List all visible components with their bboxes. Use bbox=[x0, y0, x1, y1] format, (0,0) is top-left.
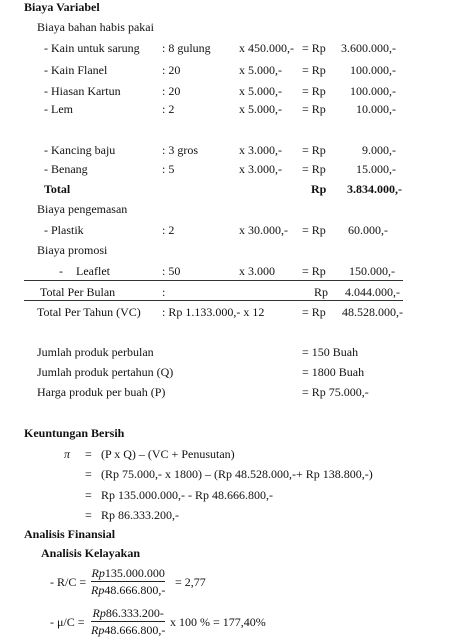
item-total: 150.000,- bbox=[349, 264, 395, 278]
item-name: - Benang bbox=[44, 162, 88, 176]
item-price: x 5.000,- bbox=[239, 84, 282, 98]
item-total: 60.000,- bbox=[348, 223, 388, 237]
produk-label: Jumlah produk pertahun (Q) bbox=[37, 365, 174, 379]
item-qty: : 20 bbox=[162, 84, 181, 98]
total-value: 3.834.000,- bbox=[347, 182, 402, 196]
item-total: 100.000,- bbox=[350, 63, 396, 77]
mu-denominator bbox=[91, 623, 165, 637]
item-price: x 3.000,- bbox=[239, 143, 282, 157]
item-price: x 3.000,- bbox=[239, 162, 282, 176]
item-name: Leaflet bbox=[76, 264, 110, 278]
item-eq: = Rp bbox=[302, 264, 326, 278]
separator-line bbox=[24, 300, 403, 301]
item-dash: - bbox=[59, 264, 63, 278]
mu-num-value: 86.333.200- bbox=[105, 606, 164, 620]
produk-label: Jumlah produk perbulan bbox=[37, 345, 154, 359]
item-eq: = Rp bbox=[302, 63, 326, 77]
section-title-biaya-variabel: Biaya Variabel bbox=[24, 0, 100, 14]
subsection-bahan-habis-pakai: Biaya bahan habis pakai bbox=[37, 20, 154, 34]
subsection-analisis-kelayakan: Analisis Kelayakan bbox=[41, 546, 141, 560]
item-name: - Kain Flanel bbox=[44, 63, 108, 77]
separator-line bbox=[24, 280, 403, 281]
produk-label: Harga produk per buah (P) bbox=[37, 385, 166, 399]
subsection-pengemasan: Biaya pengemasan bbox=[37, 202, 128, 216]
produk-value: = Rp 75.000,- bbox=[302, 385, 369, 399]
mu-num-rp: Rp bbox=[92, 606, 106, 620]
equals-sign: = bbox=[85, 467, 92, 481]
mu-result: x 100 % = 177,40% bbox=[170, 615, 266, 629]
item-name: - Hiasan Kartun bbox=[44, 84, 121, 98]
total-per-bulan-colon: : bbox=[162, 285, 166, 299]
total-per-bulan-label: Total Per Bulan bbox=[40, 285, 116, 299]
total-rp: Rp bbox=[311, 182, 327, 196]
equals-sign: = bbox=[85, 508, 92, 522]
formula-text: (Rp 75.000,- x 1800) – (Rp 48.528.000,-+ Rp 138.800,-) bbox=[101, 467, 373, 481]
mu-den-rp: Rp bbox=[91, 623, 105, 637]
total-per-tahun-eq: = Rp bbox=[302, 305, 326, 319]
item-price: x 5.000,- bbox=[239, 63, 282, 77]
item-total: 100.000,- bbox=[350, 84, 396, 98]
formula-text: Rp 135.000.000,- - Rp 48.666.800,- bbox=[101, 488, 273, 502]
total-per-tahun-label: Total Per Tahun (VC) bbox=[37, 305, 141, 319]
item-eq: = Rp bbox=[302, 223, 326, 237]
rc-label: - R/C = bbox=[50, 575, 87, 589]
item-total: 3.600.000,- bbox=[341, 41, 396, 55]
total-per-tahun-value: 48.528.000,- bbox=[342, 305, 403, 319]
item-total: 15.000,- bbox=[356, 162, 396, 176]
item-qty: : 8 gulung bbox=[162, 41, 211, 55]
formula-text: Rp 86.333.200,- bbox=[101, 508, 179, 522]
item-name: - Kancing baju bbox=[44, 143, 116, 157]
section-title-analisis-finansial: Analisis Finansial bbox=[24, 527, 116, 541]
subsection-promosi: Biaya promosi bbox=[37, 243, 108, 257]
formula-text: (P x Q) – (VC + Penusutan) bbox=[101, 447, 235, 461]
total-label: Total bbox=[44, 182, 71, 196]
rc-num-rp: Rp bbox=[91, 566, 105, 580]
produk-value: = 150 Buah bbox=[302, 345, 359, 359]
rc-numerator bbox=[91, 566, 165, 580]
item-qty: : 2 bbox=[162, 102, 175, 116]
pi-symbol: π bbox=[64, 447, 71, 461]
rc-fraction bbox=[91, 566, 165, 597]
item-price: x 30.000,- bbox=[239, 223, 288, 237]
item-price: x 450.000,- bbox=[239, 41, 294, 55]
mu-numerator bbox=[91, 606, 165, 620]
fraction-bar bbox=[91, 621, 165, 622]
item-name: - Plastik bbox=[44, 223, 84, 237]
item-eq: = Rp bbox=[302, 162, 326, 176]
mu-den-value: 48.666.800,- bbox=[104, 623, 166, 637]
rc-result: = 2,77 bbox=[175, 575, 206, 589]
item-qty: : 50 bbox=[162, 264, 181, 278]
item-qty: : 5 bbox=[162, 162, 175, 176]
item-name: - Lem bbox=[44, 102, 73, 116]
rc-num-value: 135.000.000 bbox=[104, 566, 165, 580]
item-qty: : 3 gros bbox=[162, 143, 198, 157]
item-eq: = Rp bbox=[302, 143, 326, 157]
total-per-bulan-rp: Rp bbox=[314, 285, 329, 299]
item-qty: : 2 bbox=[162, 223, 175, 237]
item-total: 10.000,- bbox=[356, 102, 396, 116]
rc-den-rp: Rp bbox=[91, 583, 105, 597]
fraction-bar bbox=[91, 581, 165, 582]
item-name: - Kain untuk sarung bbox=[44, 41, 140, 55]
item-price: x 3.000 bbox=[239, 264, 275, 278]
item-eq: = Rp bbox=[302, 102, 326, 116]
total-per-bulan-value: 4.044.000,- bbox=[345, 285, 400, 299]
item-total: 9.000,- bbox=[362, 143, 396, 157]
rc-denominator bbox=[91, 583, 165, 597]
section-title-keuntungan: Keuntungan Bersih bbox=[24, 426, 125, 440]
item-eq: = Rp bbox=[302, 84, 326, 98]
item-eq: = Rp bbox=[302, 41, 326, 55]
mu-fraction bbox=[91, 606, 165, 637]
item-price: x 5.000,- bbox=[239, 102, 282, 116]
rc-den-value: 48.666.800,- bbox=[104, 583, 166, 597]
produk-value: = 1800 Buah bbox=[302, 365, 365, 379]
total-per-tahun-calc: : Rp 1.133.000,- x 12 bbox=[162, 305, 265, 319]
equals-sign: = bbox=[85, 488, 92, 502]
item-qty: : 20 bbox=[162, 63, 181, 77]
equals-sign: = bbox=[85, 447, 92, 461]
mu-label: - μ/C = bbox=[50, 615, 85, 629]
